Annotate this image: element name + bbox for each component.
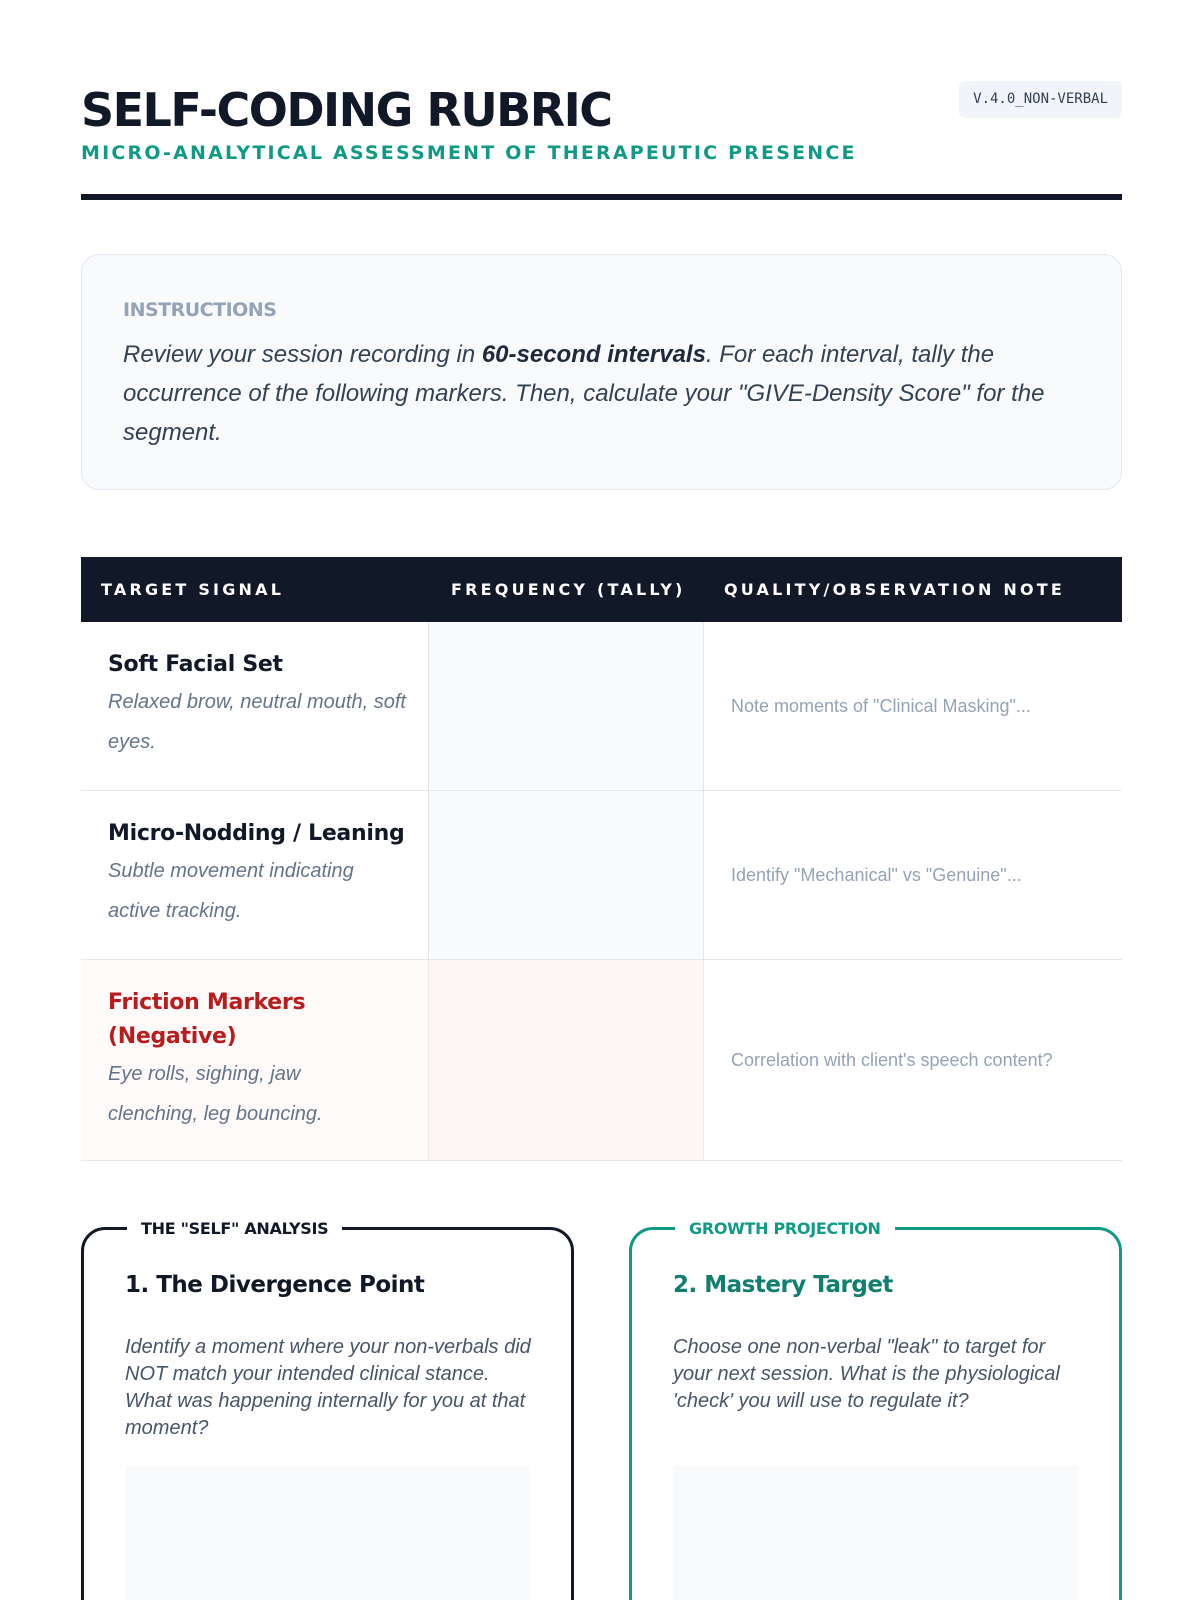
observation-note-placeholder: Correlation with client's speech content? xyxy=(731,1049,1053,1070)
signal-title: Soft Facial Set xyxy=(108,652,283,677)
page-header xyxy=(81,0,1122,200)
instructions-text-end: . For each interval, tally the occurrence of the following markers. Then, calculate your "GIVE-Density Score" for the segment. xyxy=(123,341,1045,446)
observation-note-placeholder: Note moments of "Clinical Masking"... xyxy=(731,695,1031,716)
signal-title: Micro-Nodding / Leaning xyxy=(108,821,405,846)
observation-note-placeholder: Identify "Mechanical" vs "Genuine"... xyxy=(731,864,1022,885)
table-row xyxy=(81,622,1122,791)
instructions-text xyxy=(123,335,1073,452)
signal-description: Subtle movement indicating active tracking. xyxy=(108,860,354,922)
header-divider xyxy=(81,194,1122,200)
signal-cell xyxy=(81,960,429,1160)
tally-field[interactable] xyxy=(429,960,704,1160)
rubric-page xyxy=(81,0,1122,1439)
instructions-text-emphasis: 60-second intervals xyxy=(481,341,706,368)
mastery-target-prompt: Choose one non-verbal "leak" to target for your next session. What is the physiological 'check' you will use to regulate it? xyxy=(673,1336,1060,1412)
signal-title: Friction Markers (Negative) xyxy=(108,990,306,1049)
signal-table xyxy=(81,557,1122,1161)
signal-cell xyxy=(81,622,429,790)
page-title: SELF-CODING RUBRIC xyxy=(81,83,612,137)
growth-projection-legend: GROWTH PROJECTION xyxy=(675,1217,895,1241)
self-analysis-legend: THE "SELF" ANALYSIS xyxy=(127,1217,342,1241)
signal-cell xyxy=(81,791,429,959)
observation-note-field[interactable] xyxy=(704,791,1122,959)
column-header-frequency: FREQUENCY (TALLY) xyxy=(451,580,686,599)
column-header-target-signal: TARGET SIGNAL xyxy=(101,580,285,599)
tally-field[interactable] xyxy=(429,791,704,959)
table-header xyxy=(81,557,1122,622)
instructions-panel xyxy=(81,254,1122,490)
table-row xyxy=(81,791,1122,960)
table-row-negative xyxy=(81,960,1122,1161)
divergence-point-prompt: Identify a moment where your non-verbals did NOT match your intended clinical stance. What was happening internally for you at that moment? xyxy=(125,1336,531,1439)
page-subtitle: MICRO-ANALYTICAL ASSESSMENT OF THERAPEUTIC PRESENCE xyxy=(81,142,857,164)
growth-projection-box xyxy=(629,1219,1122,1600)
divergence-point-title: 1. The Divergence Point xyxy=(125,1272,425,1298)
divergence-point-response-area[interactable] xyxy=(125,1466,530,1600)
instructions-label: INSTRUCTIONS xyxy=(123,299,277,321)
version-badge: V.4.0_NON-VERBAL xyxy=(959,81,1122,118)
self-analysis-box xyxy=(81,1219,574,1600)
column-header-quality-note: QUALITY/OBSERVATION NOTE xyxy=(724,580,1066,599)
tally-field[interactable] xyxy=(429,622,704,790)
instructions-text-start: Review your session recording in xyxy=(123,341,482,368)
observation-note-field[interactable] xyxy=(704,960,1122,1160)
observation-note-field[interactable] xyxy=(704,622,1122,790)
mastery-target-response-area[interactable] xyxy=(673,1466,1078,1600)
mastery-target-title: 2. Mastery Target xyxy=(673,1272,893,1298)
signal-description: Relaxed brow, neutral mouth, soft eyes. xyxy=(108,691,406,753)
signal-description: Eye rolls, sighing, jaw clenching, leg bouncing. xyxy=(108,1063,323,1125)
